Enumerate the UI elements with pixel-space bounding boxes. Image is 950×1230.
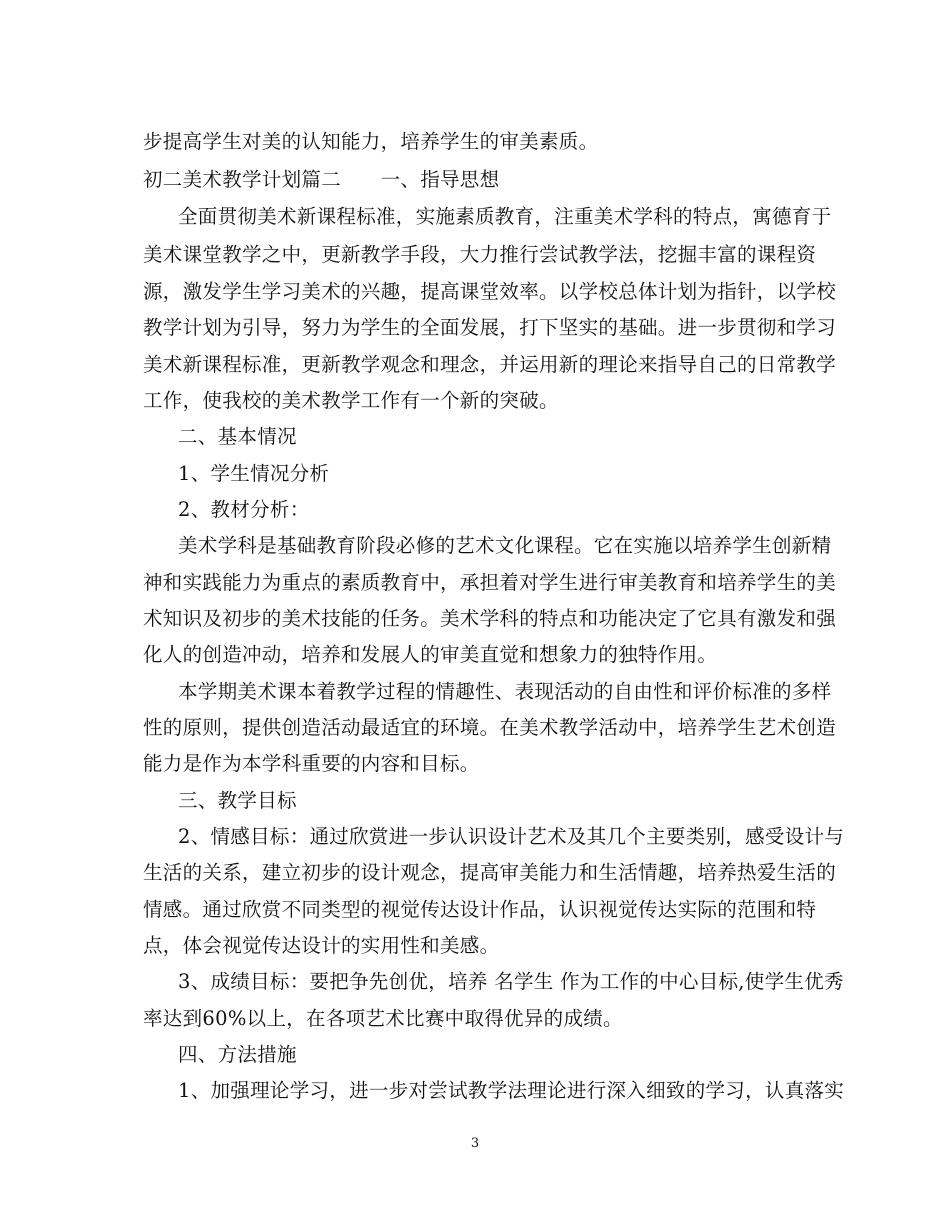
paragraph-line: 工作，使我校的美术教学工作有一个新的突破。	[143, 389, 559, 412]
section-heading: 三、教学目标	[178, 789, 297, 812]
paragraph-line: 3、成绩目标：要把争先创优，培养 名学生 作为工作的中心目标,使学生优秀	[178, 970, 844, 993]
paragraph-line: 化人的创造冲动，培养和发展人的审美直觉和想象力的独特作用。	[143, 643, 718, 666]
text-line: 步提高学生对美的认知能力，培养学生的审美素质。	[143, 130, 599, 153]
paragraph-line: 生活的关系，建立初步的设计观念，提高审美能力和生活情趣，培养热爱生活的	[143, 861, 837, 884]
paragraph-line: 能力是作为本学科重要的内容和目标。	[143, 752, 480, 775]
paragraph-line: 性的原则，提供创造活动最适宜的环境。在美术教学活动中，培养学生艺术创造	[143, 716, 837, 739]
paragraph-line: 美术学科是基础教育阶段必修的艺术文化课程。它在实施以培养学生创新精	[178, 534, 832, 557]
paragraph-line: 术知识及初步的美术技能的任务。美术学科的特点和功能决定了它具有激发和强	[143, 607, 837, 630]
section-heading: 四、方法措施	[178, 1043, 297, 1066]
subsection-heading: 1、学生情况分析	[178, 462, 330, 485]
paragraph-line: 点，体会视觉传达设计的实用性和美感。	[143, 934, 500, 957]
subsection-heading: 2、教材分析：	[178, 498, 310, 521]
paragraph-line: 率达到60%以上，在各项艺术比赛中取得优异的成绩。	[143, 1007, 623, 1030]
paragraph-line: 本学期美术课本着教学过程的情趣性、表现活动的自由性和评价标准的多样	[178, 680, 832, 703]
paragraph-line: 神和实践能力为重点的素质教育中，承担着对学生进行审美教育和培养学生的美	[143, 571, 837, 594]
section-heading: 初二美术教学计划篇二 一、指导思想	[143, 168, 500, 191]
section-heading: 二、基本情况	[178, 425, 297, 448]
paragraph-line: 2、情感目标：通过欣赏进一步认识设计艺术及其几个主要类别，感受设计与	[178, 825, 845, 848]
paragraph-line: 教学计划为引导，努力为学生的全面发展，打下坚实的基础。进一步贯彻和学习	[143, 316, 837, 339]
paragraph-line: 源，激发学生学习美术的兴趣，提高课堂效率。以学校总体计划为指针，以学校	[143, 280, 837, 303]
paragraph-line: 情感。通过欣赏不同类型的视觉传达设计作品，认识视觉传达实际的范围和特	[143, 898, 817, 921]
paragraph-line: 美术课堂教学之中，更新教学手段，大力推行尝试教学法，挖掘丰富的课程资	[143, 243, 817, 266]
paragraph-line: 1、加强理论学习，进一步对尝试教学法理论进行深入细致的学习，认真落实	[178, 1079, 845, 1102]
paragraph-line: 全面贯彻美术新课程标准，实施素质教育，注重美术学科的特点，寓德育于	[178, 205, 832, 228]
page-number: 3	[470, 1136, 480, 1151]
paragraph-line: 美术新课程标准，更新教学观念和理念，并运用新的理论来指导自己的日常教学	[143, 353, 837, 376]
